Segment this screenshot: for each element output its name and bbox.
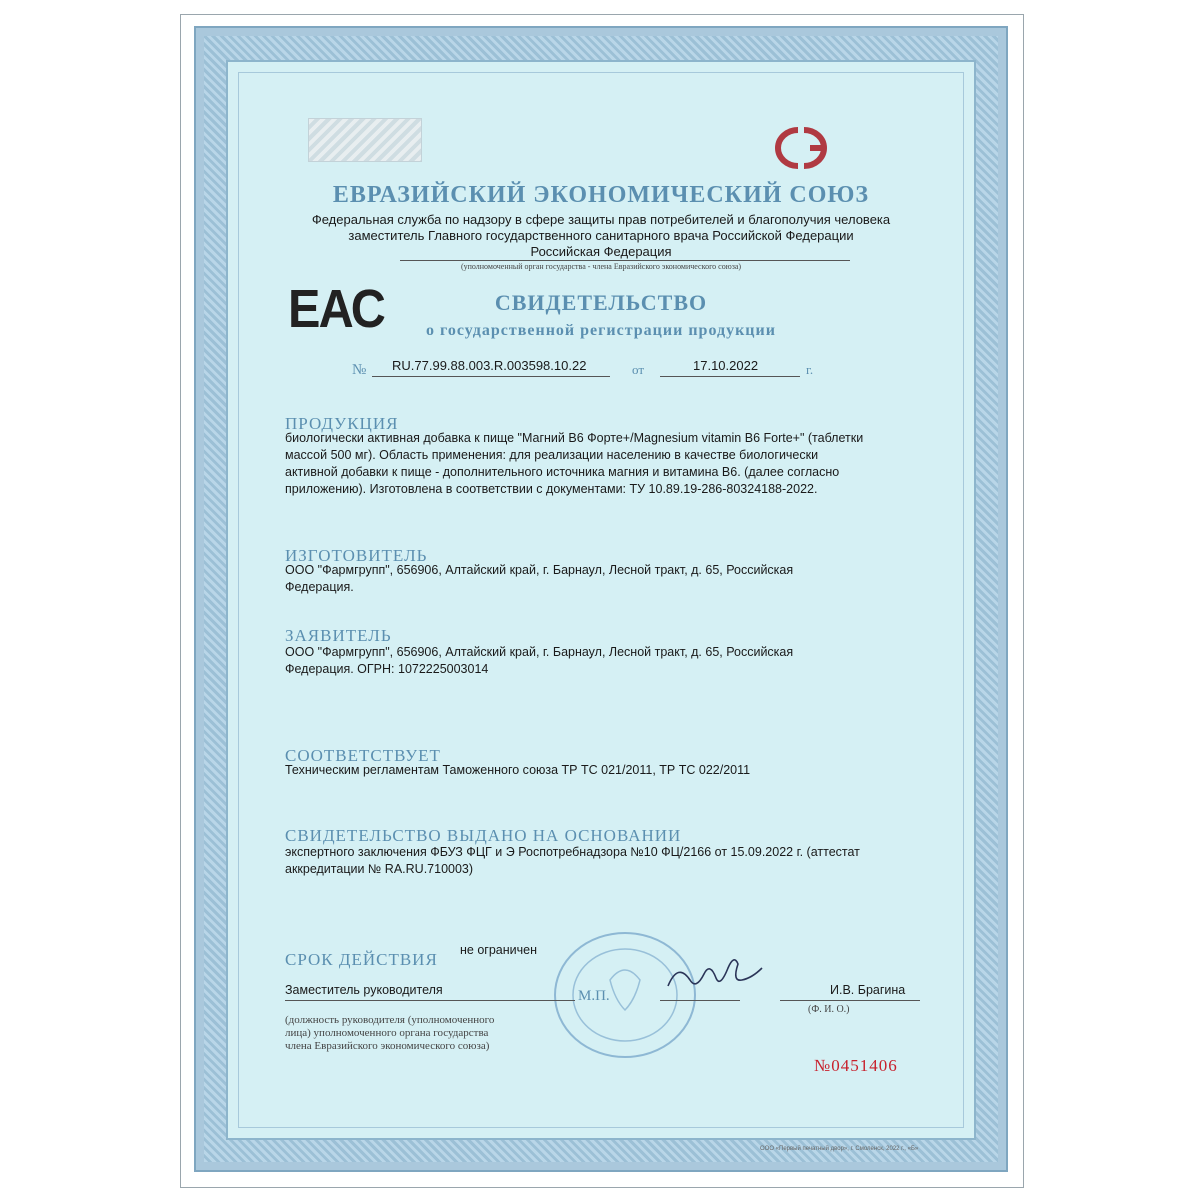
- date-suffix: г.: [806, 362, 814, 377]
- number-prefix: №: [352, 362, 367, 378]
- manufacturer-text: [285, 562, 965, 596]
- product-line: биологически активная добавка к пище "Магний В6 Форте+/Magnesium vitamin B6 Forte+" (таблетки: [285, 431, 864, 445]
- basis-line: экспертного заключения ФБУЗ ФЦГ и Э Роспотребнадзора №10 ФЦ/2166 от 15.09.2022 г. (аттестат: [285, 845, 860, 859]
- basis-heading: СВИДЕТЕЛЬСТВО ВЫДАНО НА ОСНОВАНИИ: [285, 826, 682, 845]
- eac-mark: ЕАС: [288, 279, 385, 339]
- authority-underline: [400, 260, 850, 261]
- hologram-sticker: [308, 118, 422, 162]
- certificate-title: СВИДЕТЕЛЬСТВО: [494, 290, 708, 315]
- certificate-date: 17.10.2022: [693, 358, 759, 373]
- basis-text: [285, 844, 965, 878]
- validity-value: не ограничен: [460, 943, 537, 957]
- applicant-line: Федерация. ОГРН: 1072225003014: [285, 662, 489, 676]
- caption-line: лица) уполномоченного органа государства: [285, 1027, 489, 1039]
- manufacturer-line: ООО "Фармгрупп", 656906, Алтайский край, г. Барнаул, Лесной тракт, д. 65, Российская: [285, 563, 794, 577]
- product-line: массой 500 мг). Область применения: для реализации населению в качестве биологически: [285, 448, 819, 462]
- signature-underline: [660, 1000, 740, 1001]
- sanitary-service-logo-icon: [766, 122, 838, 174]
- date-prefix: от: [632, 362, 645, 377]
- printer-note: ООО «Первый печатный двор», г. Смоленск, 2022 г., «Б»: [760, 1146, 919, 1152]
- authority-block: [226, 212, 976, 260]
- date-underline: [660, 376, 800, 377]
- signatory-name: И.В. Брагина: [830, 983, 906, 997]
- product-line: приложению). Изготовлена в соответствии с документами: ТУ 10.89.19-286-80324188-2022.: [285, 482, 818, 496]
- caption-line: (должность руководителя (уполномоченного: [285, 1014, 495, 1026]
- product-heading: ПРОДУКЦИЯ: [285, 414, 399, 433]
- basis-line: аккредитации № RA.RU.710003): [285, 862, 474, 876]
- authority-line: заместитель Главного государственного санитарного врача Российской Федерации: [348, 228, 854, 243]
- conforms-text: [285, 762, 965, 779]
- name-underline: [780, 1000, 920, 1001]
- position-underline: [285, 1000, 575, 1001]
- applicant-heading: ЗАЯВИТЕЛЬ: [285, 626, 392, 645]
- applicant-line: ООО "Фармгрупп", 656906, Алтайский край, г. Барнаул, Лесной тракт, д. 65, Российская: [285, 645, 794, 659]
- stamp-mark: М.П.: [578, 988, 610, 1004]
- authority-caption: (уполномоченный орган государства - члена Евразийского экономического союза): [460, 262, 742, 271]
- certificate-subtitle: о государственной регистрации продукции: [426, 322, 776, 339]
- authority-line: Федеральная служба по надзору в сфере защиты прав потребителей и благополучия человека: [311, 212, 891, 227]
- authority-line: Российская Федерация: [530, 244, 672, 259]
- certificate-number: RU.77.99.88.003.R.003598.10.22: [392, 358, 587, 373]
- signatory-position: Заместитель руководителя: [285, 983, 443, 997]
- conforms-heading: СООТВЕТСТВУЕТ: [285, 746, 441, 765]
- serial-number: №0451406: [814, 1056, 898, 1075]
- validity-heading: СРОК ДЕЙСТВИЯ: [285, 950, 438, 969]
- union-title: ЕВРАЗИЙСКИЙ ЭКОНОМИЧЕСКИЙ СОЮЗ: [332, 182, 870, 208]
- manufacturer-line: Федерация.: [285, 580, 354, 594]
- conforms-line: Техническим регламентам Таможенного союза ТР ТС 021/2011, ТР ТС 022/2011: [285, 763, 751, 777]
- name-caption: (Ф. И. О.): [808, 1004, 850, 1015]
- applicant-text: [285, 644, 965, 678]
- manufacturer-heading: ИЗГОТОВИТЕЛЬ: [285, 546, 428, 565]
- caption-line: члена Евразийского экономического союза): [285, 1040, 490, 1052]
- signature-icon: [660, 952, 770, 1000]
- signatory-caption: [285, 1014, 494, 1053]
- product-line: активной добавки к пище - дополнительного источника магния и витамина В6. (далее согласно: [285, 465, 840, 479]
- number-underline: [372, 376, 610, 377]
- product-text: [285, 430, 965, 498]
